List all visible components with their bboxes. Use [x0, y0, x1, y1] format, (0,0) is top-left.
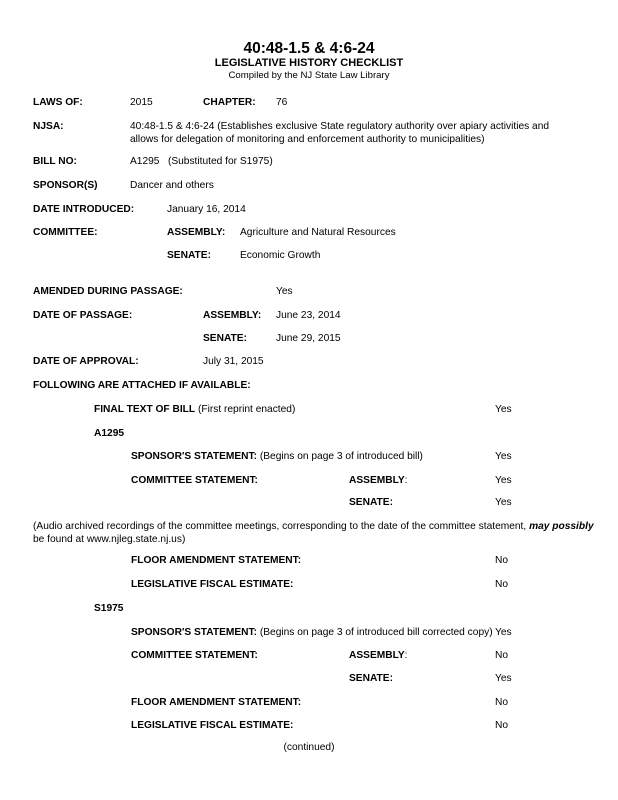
- passage-senate-value: June 29, 2015: [276, 333, 341, 344]
- date-of-approval-label: DATE OF APPROVAL:: [33, 356, 139, 367]
- date-of-passage-label: DATE OF PASSAGE:: [33, 310, 133, 321]
- s1975-sponsor-row: [131, 626, 493, 639]
- laws-of-label: LAWS OF:: [33, 97, 83, 108]
- committee-assembly-value: Agriculture and Natural Resources: [240, 227, 396, 238]
- audio-note-emphasis: may possibly: [529, 521, 594, 532]
- s1975-assembly-label: ASSEMBLY: [349, 650, 405, 661]
- continued-note: (continued): [283, 742, 335, 753]
- a1295-senate-label: SENATE:: [349, 497, 393, 508]
- chapter-label: CHAPTER:: [203, 97, 256, 108]
- sponsor-value: Dancer and others: [130, 180, 214, 191]
- committee-senate-value: Economic Growth: [240, 250, 321, 261]
- a1295-sponsor-label: SPONSOR'S STATEMENT:: [131, 451, 257, 462]
- s1975-floor-value: No: [495, 697, 509, 708]
- chapter-value: 76: [276, 97, 288, 108]
- s1975-senate-value: Yes: [495, 673, 512, 684]
- bill-no-value: A1295 (Substituted for S1975): [130, 156, 273, 167]
- s1975-fiscal-label: LEGISLATIVE FISCAL ESTIMATE:: [131, 720, 294, 731]
- a1295-heading: A1295: [94, 428, 125, 439]
- final-text-note: (First reprint enacted): [197, 404, 296, 415]
- date-introduced-value: January 16, 2014: [167, 204, 246, 215]
- a1295-floor-label: FLOOR AMENDMENT STATEMENT:: [131, 555, 302, 566]
- audio-note-before: (Audio archived recordings of the committee meetings, corresponding to the date of the committee statement,: [33, 521, 530, 532]
- date-introduced-label: DATE INTRODUCED:: [33, 204, 135, 215]
- audio-note: [33, 520, 603, 546]
- a1295-committee-label: COMMITTEE STATEMENT:: [131, 475, 258, 486]
- a1295-sponsor-note: (Begins on page 3 of introduced bill): [259, 451, 423, 462]
- s1975-sponsor-note: (Begins on page 3 of introduced bill corrected copy): [259, 627, 493, 638]
- committee-label: COMMITTEE:: [33, 227, 98, 238]
- passage-senate-label: SENATE:: [203, 333, 247, 344]
- a1295-sponsor-row: [131, 450, 423, 463]
- committee-senate-label: SENATE:: [167, 250, 211, 261]
- s1975-floor-label: FLOOR AMENDMENT STATEMENT:: [131, 697, 302, 708]
- a1295-fiscal-value: No: [495, 579, 509, 590]
- njsa-label: NJSA:: [33, 121, 64, 132]
- date-of-approval-value: July 31, 2015: [203, 356, 264, 367]
- a1295-assembly-label: ASSEMBLY: [349, 475, 405, 486]
- s1975-assembly-value: No: [495, 650, 509, 661]
- amended-value: Yes: [276, 286, 293, 297]
- s1975-assembly-row: [349, 649, 408, 662]
- a1295-assembly-colon: :: [404, 475, 408, 486]
- page-subtitle: LEGISLATIVE HISTORY CHECKLIST: [214, 57, 404, 69]
- s1975-fiscal-value: No: [495, 720, 509, 731]
- a1295-fiscal-label: LEGISLATIVE FISCAL ESTIMATE:: [131, 579, 294, 590]
- final-text-value: Yes: [495, 404, 512, 415]
- sponsor-label: SPONSOR(S): [33, 180, 98, 191]
- a1295-assembly-row: [349, 474, 408, 487]
- njsa-value: 40:48-1.5 & 4:6-24 (Establishes exclusive State regulatory authority over apiary activities and allows for delegation of monitoring and enforcement authority to municipalities): [130, 121, 550, 145]
- amended-label: AMENDED DURING PASSAGE:: [33, 286, 183, 297]
- passage-assembly-value: June 23, 2014: [276, 310, 341, 321]
- s1975-committee-label: COMMITTEE STATEMENT:: [131, 650, 258, 661]
- committee-assembly-label: ASSEMBLY:: [167, 227, 226, 238]
- laws-of-value: 2015: [130, 97, 153, 108]
- s1975-heading: S1975: [94, 603, 124, 614]
- s1975-senate-label: SENATE:: [349, 673, 393, 684]
- s1975-assembly-colon: :: [404, 650, 408, 661]
- attached-heading: FOLLOWING ARE ATTACHED IF AVAILABLE:: [33, 380, 251, 391]
- final-text-label: FINAL TEXT OF BILL: [94, 404, 196, 415]
- a1295-assembly-value: Yes: [495, 475, 512, 486]
- page-title: 40:48-1.5 & 4:6-24: [243, 40, 375, 57]
- s1975-sponsor-label: SPONSOR'S STATEMENT:: [131, 627, 257, 638]
- final-text-row: [94, 403, 295, 416]
- a1295-sponsor-value: Yes: [495, 451, 512, 462]
- a1295-senate-value: Yes: [495, 497, 512, 508]
- audio-note-after: be found at www.njleg.state.nj.us): [33, 534, 186, 545]
- bill-no-label: BILL NO:: [33, 156, 77, 167]
- compiled-by: Compiled by the NJ State Law Library: [228, 70, 390, 81]
- a1295-floor-value: No: [495, 555, 509, 566]
- s1975-sponsor-value: Yes: [495, 627, 512, 638]
- passage-assembly-label: ASSEMBLY:: [203, 310, 262, 321]
